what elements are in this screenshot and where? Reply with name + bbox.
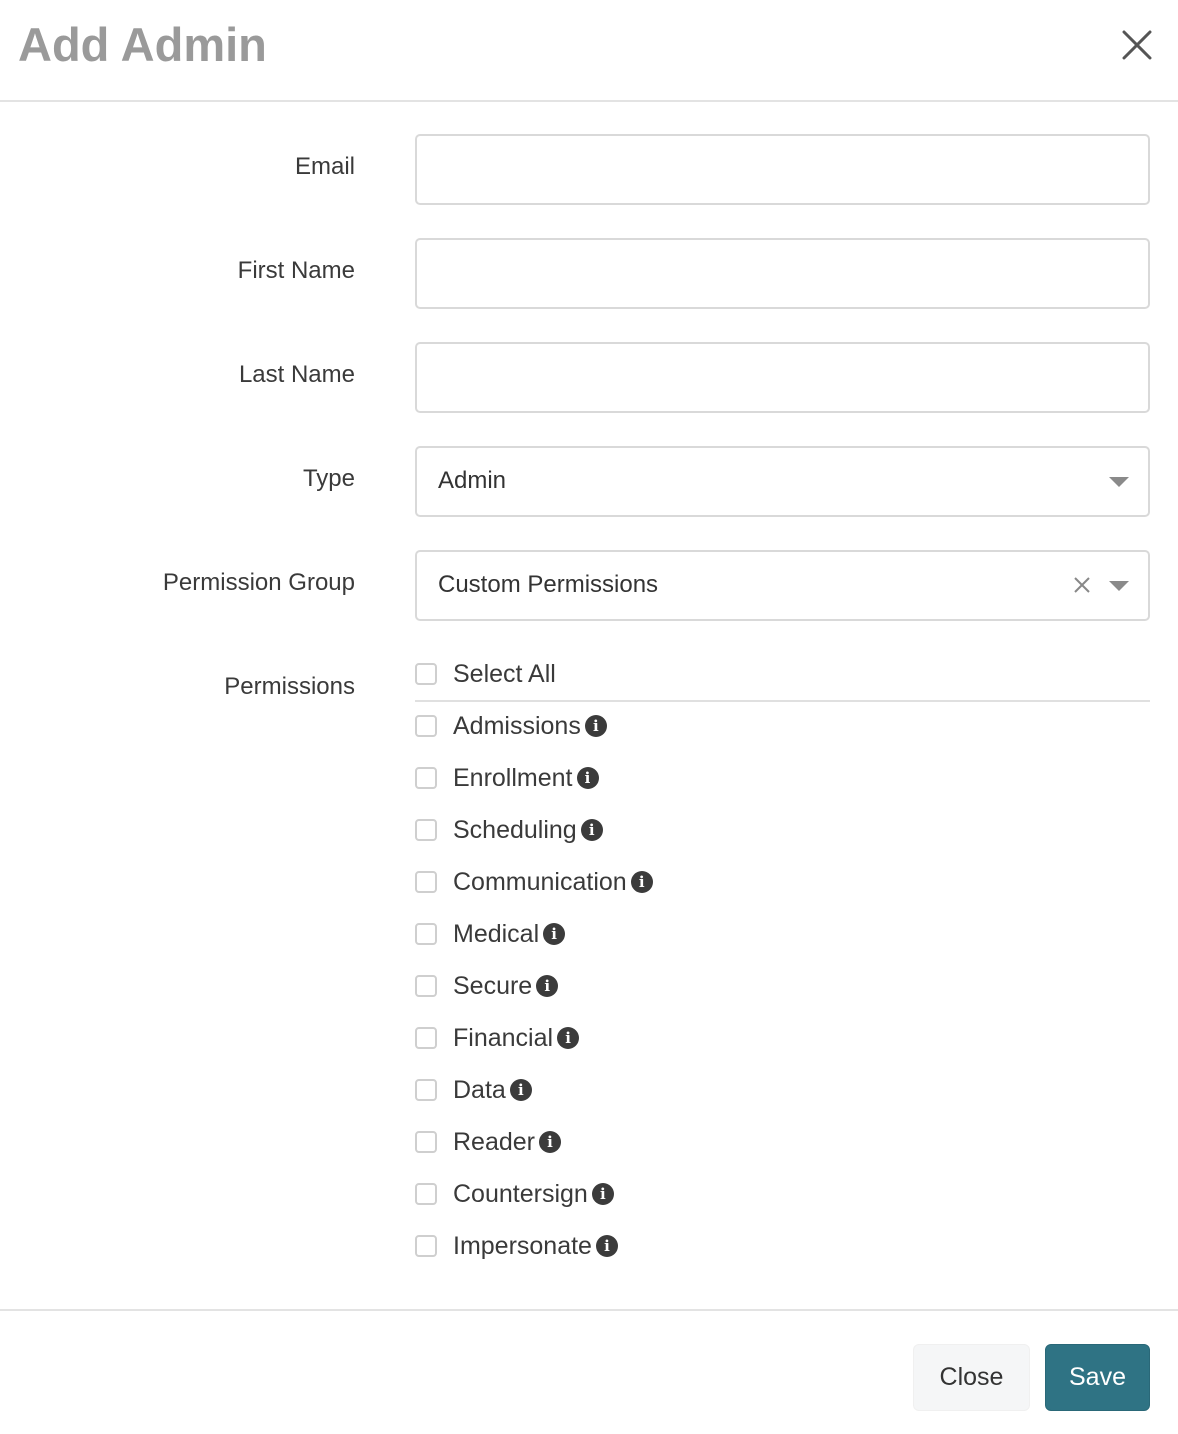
info-icon[interactable]: i [596, 1235, 618, 1257]
permission-checkbox[interactable] [415, 871, 437, 893]
last-name-field[interactable] [417, 344, 1148, 411]
info-icon[interactable]: i [536, 975, 558, 997]
info-icon[interactable]: i [581, 819, 603, 841]
close-button[interactable]: Close [913, 1344, 1030, 1411]
info-icon[interactable]: i [539, 1131, 561, 1153]
clear-icon[interactable] [1071, 574, 1093, 596]
permission-label: Medical [453, 919, 540, 948]
divider [415, 700, 1150, 702]
permission-label: Secure [453, 971, 533, 1000]
email-field-wrapper [415, 134, 1150, 205]
chevron-down-icon[interactable] [1109, 477, 1129, 487]
info-icon[interactable]: i [631, 871, 653, 893]
permission-item-admissions[interactable] [415, 711, 607, 741]
permission-checkbox[interactable] [415, 1079, 437, 1101]
close-icon[interactable] [1118, 26, 1156, 64]
last-name-label: Last Name [238, 361, 355, 388]
info-icon[interactable]: i [585, 715, 607, 737]
permission-label: Reader [453, 1127, 535, 1156]
permission-item-impersonate[interactable] [415, 1231, 618, 1261]
email-label: Email [294, 153, 355, 180]
type-label: Type [302, 465, 355, 492]
type-select[interactable] [415, 446, 1150, 517]
permission-group-label: Permission Group [162, 569, 355, 596]
permission-checkbox[interactable] [415, 767, 437, 789]
permission-label: Admissions [453, 711, 581, 740]
permission-checkbox[interactable] [415, 1131, 437, 1153]
permission-item-enrollment[interactable] [415, 763, 599, 793]
permission-label: Data [453, 1075, 506, 1104]
first-name-field[interactable] [417, 240, 1148, 307]
info-icon[interactable]: i [577, 767, 599, 789]
first-name-label: First Name [237, 257, 355, 284]
permission-item-financial[interactable] [415, 1023, 579, 1053]
permission-label: Enrollment [453, 763, 573, 792]
modal-title: Add Admin [18, 18, 267, 71]
permission-group-selected-value: Custom Permissions [438, 571, 659, 598]
info-icon[interactable]: i [592, 1183, 614, 1205]
permission-checkbox[interactable] [415, 715, 437, 737]
email-field[interactable] [417, 136, 1148, 203]
info-icon[interactable]: i [557, 1027, 579, 1049]
permission-checkbox[interactable] [415, 923, 437, 945]
permission-item-reader[interactable] [415, 1127, 561, 1157]
select-all-row[interactable] [415, 659, 556, 689]
permission-label: Financial [453, 1023, 554, 1052]
permission-checkbox[interactable] [415, 1235, 437, 1257]
permission-item-medical[interactable] [415, 919, 565, 949]
permission-label: Impersonate [453, 1231, 592, 1260]
modal-header [0, 0, 1178, 102]
permission-checkbox[interactable] [415, 975, 437, 997]
permission-checkbox[interactable] [415, 1027, 437, 1049]
permission-label: Communication [453, 867, 627, 896]
footer-divider [0, 1309, 1178, 1311]
permission-item-scheduling[interactable] [415, 815, 603, 845]
chevron-down-icon[interactable] [1109, 581, 1129, 591]
save-button[interactable]: Save [1045, 1344, 1150, 1411]
permission-checkbox[interactable] [415, 819, 437, 841]
type-selected-value: Admin [438, 467, 507, 494]
select-all-checkbox[interactable] [415, 663, 437, 685]
permission-checkbox[interactable] [415, 1183, 437, 1205]
last-name-field-wrapper [415, 342, 1150, 413]
info-icon[interactable]: i [510, 1079, 532, 1101]
permission-label: Countersign [453, 1179, 588, 1208]
permission-item-communication[interactable] [415, 867, 653, 897]
permission-item-secure[interactable] [415, 971, 558, 1001]
permissions-label: Permissions [224, 673, 355, 700]
first-name-field-wrapper [415, 238, 1150, 309]
select-all-label: Select All [453, 659, 556, 688]
permission-group-select[interactable] [415, 550, 1150, 621]
permission-item-data[interactable] [415, 1075, 532, 1105]
info-icon[interactable]: i [543, 923, 565, 945]
permission-item-countersign[interactable] [415, 1179, 614, 1209]
permission-label: Scheduling [453, 815, 577, 844]
